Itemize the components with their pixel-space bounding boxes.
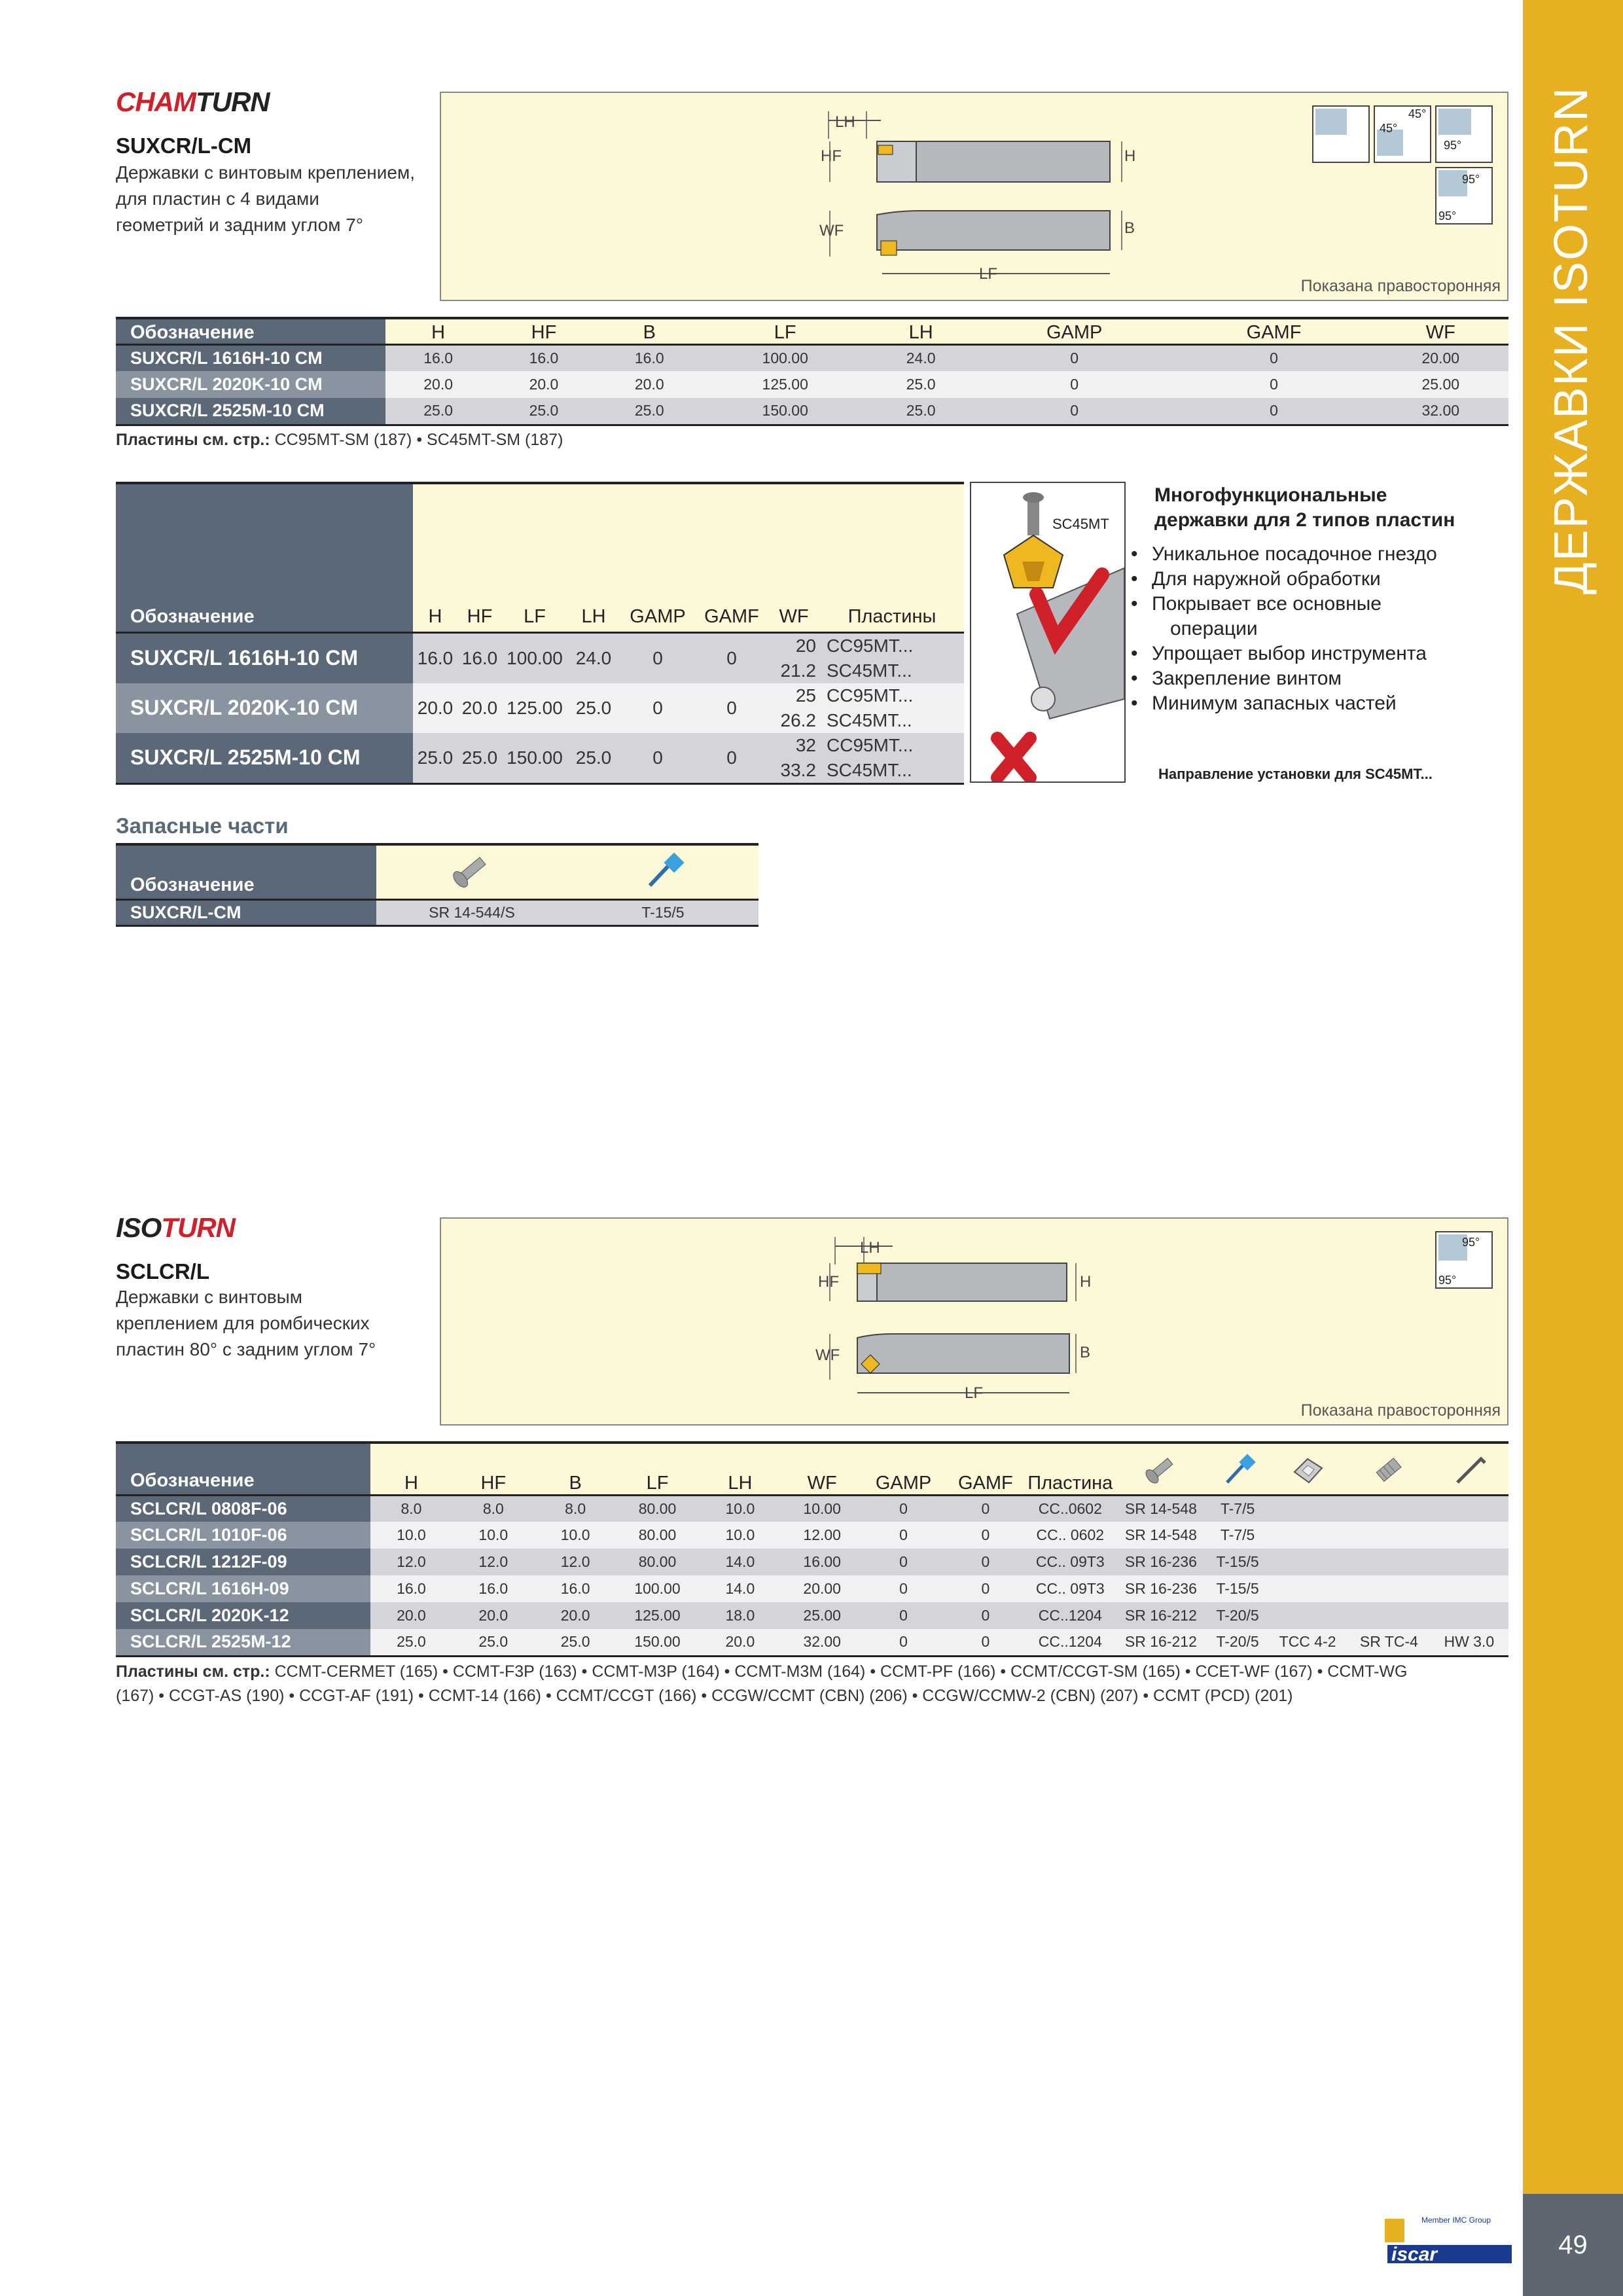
table-row: SUXCR/L 2525M-10 CM 25.0 25.0 150.00 25.0 0 0 32 33.2 CC95MT... SC45MT... bbox=[116, 733, 964, 784]
svg-text:HF: HF bbox=[821, 147, 842, 165]
svg-text:95°: 95° bbox=[1438, 1274, 1457, 1287]
product-code: SCLCR/L bbox=[116, 1259, 209, 1283]
svg-text:H: H bbox=[1080, 1273, 1092, 1291]
shown-label: Показана правосторонняя bbox=[1300, 277, 1501, 295]
list-item: • Упрощает выбор инструмента bbox=[1131, 641, 1437, 666]
table-row: SUXCR/L 1616H-10 CM 16.0 16.0 16.0 100.00 24.0 0 0 20.00 bbox=[116, 344, 1508, 371]
svg-text:45°: 45° bbox=[1408, 107, 1427, 120]
table-row: SCLCR/L 1616H-09 16.0 16.0 16.0 100.00 14.0 20.00 0 0 CC.. 09T3 SR 16-236 T-15/5 bbox=[116, 1575, 1508, 1602]
svg-text:45°: 45° bbox=[1380, 122, 1398, 135]
hex-key-icon bbox=[1430, 1443, 1508, 1495]
table-row: SUXCR/L 1616H-10 CM 16.0 16.0 100.00 24.0 0 0 20 21.2 CC95MT... SC45MT... bbox=[116, 632, 964, 683]
table-row: SCLCR/L 0808F-06 8.0 8.0 8.0 80.00 10.0 10.00 0 0 CC..0602 SR 14-548 T-7/5 bbox=[116, 1495, 1508, 1522]
sc45mt-label: SC45MT bbox=[1052, 516, 1109, 532]
svg-text:95°: 95° bbox=[1462, 173, 1480, 186]
application-thumbnails bbox=[1436, 1232, 1492, 1288]
holder-drawing bbox=[441, 1219, 1510, 1427]
list-item: • Покрывает все основные bbox=[1131, 592, 1437, 617]
sclcr-table: Обозначение H HF B LF LH WF GAMP GAMF Пластина SCLCR/L 0808F-06 8.0 8.0 8.0 80.00 10.0 10.00 0 0 CC..0602 SR 14-548 T-7/5 SCLCR/L 1010F-06 10.0 10.0 10.0 80.00 10.0 12.00 0 0 CC.. 0602 SR 14-548 T-7/5 SCLCR/L 1212F-09 12.0 12.0 12.0 80.00 14.0 16.00 0 0 CC.. 09T3 SR 16-236 T-15/5 SCLCR/L 1616H-09 16.0 16.0 16.0 100.00 14.0 20.00 0 0 CC.. 09T3 SR 16-236 T-15/5 SCLCR/L 2020K-12 20.0 20.0 20.0 125.00 18.0 25.00 0 0 CC..1204 SR 16-212 T-20/5 SCLCR/L 2525M-12 25.0 25.0 25.0 150.00 20.0 32.00 0 0 CC..1204 SR 16-212 T-20/5 TCC 4-2 SR TC-4 HW 3.0 bbox=[116, 1441, 1508, 1657]
feature-list bbox=[1131, 542, 1437, 716]
multi-title: Многофункциональные державки для 2 типов пластин bbox=[1154, 484, 1455, 531]
svg-text:95°: 95° bbox=[1444, 139, 1462, 152]
svg-text:H: H bbox=[1124, 147, 1136, 165]
application-thumbnails bbox=[1313, 106, 1492, 224]
table-row: SUXCR/L 2020K-10 CM 20.0 20.0 125.00 25.0 0 0 25 26.2 CC95MT... SC45MT... bbox=[116, 683, 964, 733]
table-row: SCLCR/L 2525M-12 25.0 25.0 25.0 150.00 20.0 32.00 0 0 CC..1204 SR 16-212 T-20/5 TCC 4-2 SR TC-4 HW 3.0 bbox=[116, 1629, 1508, 1656]
page-number: 49 bbox=[1523, 2194, 1623, 2296]
list-item: • Закрепление винтом bbox=[1131, 666, 1437, 691]
table-row: SCLCR/L 1212F-09 12.0 12.0 12.0 80.00 14.0 16.00 0 0 CC.. 09T3 SR 16-236 T-15/5 bbox=[116, 1549, 1508, 1575]
brand-logo bbox=[1385, 2214, 1516, 2266]
product-code: SUXCR/L-CM bbox=[116, 134, 252, 158]
list-item: • Уникальное посадочное гнездо bbox=[1131, 542, 1437, 567]
shim-icon bbox=[1267, 1443, 1348, 1495]
header-designation: Обозначение bbox=[116, 318, 385, 344]
svg-text:B: B bbox=[1080, 1344, 1091, 1361]
member-text: Member IMC Group bbox=[1421, 2215, 1491, 2225]
table-row: SCLCR/L 2020K-12 20.0 20.0 20.0 125.00 18.0 25.00 0 0 CC..1204 SR 16-212 T-20/5 bbox=[116, 1602, 1508, 1629]
inserts-note: Пластины см. стр.: CCMT-CERMET (165) • CCMT-F3P (163) • CCMT-M3P (164) • CCMT-M3M (164) • CCMT-PF (166) • CCMT/CCGT-SM (165) • CCET-WF (167) • CCMT-WG (167) • CCGT-AS (190) • CCGT-AF (191) • CCMT-14 (166) • CCMT/CCGT (166) • CCGW/CCMT (CBN) (206) • CCGW/CCMW-2 (CBN) (207) • CCMT (PCD) (201) bbox=[116, 1662, 1408, 1705]
svg-text:95°: 95° bbox=[1438, 209, 1457, 223]
svg-text:B: B bbox=[1124, 219, 1135, 237]
table-row: SUXCR/L-CM SR 14-544/S T-15/5 bbox=[116, 899, 758, 925]
spare-parts-table: Обозначение SUXCR/L-CM SR 14-544/S T-15/5 bbox=[116, 843, 758, 927]
insert-orientation-image bbox=[970, 482, 1126, 783]
svg-text:95°: 95° bbox=[1462, 1236, 1480, 1249]
list-item: • Минимум запасных частей bbox=[1131, 691, 1437, 716]
spare-parts-title: Запасные части bbox=[116, 814, 289, 838]
drawing-panel bbox=[440, 92, 1508, 301]
svg-text:HF: HF bbox=[818, 1273, 839, 1291]
screw-icon bbox=[1114, 1443, 1209, 1495]
drawing-panel bbox=[440, 1217, 1508, 1426]
svg-text:WF: WF bbox=[819, 222, 844, 240]
screw-icon bbox=[376, 844, 567, 899]
holder-drawing bbox=[441, 93, 1510, 302]
shim-screw-icon bbox=[1348, 1443, 1429, 1495]
table-row: SUXCR/L 2020K-10 CM 20.0 20.0 20.0 125.00 25.0 0 0 25.00 bbox=[116, 371, 1508, 398]
chamturn-logo: CHAMTURN bbox=[116, 86, 270, 117]
svg-text:LF: LF bbox=[979, 265, 998, 283]
table-row: SUXCR/L 2525M-10 CM 25.0 25.0 25.0 150.00 25.0 0 0 32.00 bbox=[116, 398, 1508, 425]
svg-text:LH: LH bbox=[835, 113, 855, 131]
svg-text:LF: LF bbox=[965, 1384, 984, 1402]
svg-text:LH: LH bbox=[860, 1239, 880, 1257]
inserts-note: Пластины см. стр.: CC95MT-SM (187) • SC45MT-SM (187) bbox=[116, 431, 563, 449]
sidebar-title: ДЕРЖАВКИ ISOTURN bbox=[1545, 86, 1598, 595]
shown-label: Показана правосторонняя bbox=[1300, 1401, 1501, 1420]
key-icon bbox=[567, 844, 758, 899]
product-description: Державки с винтовым креплением для ромбических пластин 80° с задним углом 7° bbox=[116, 1287, 376, 1359]
svg-text:WF: WF bbox=[815, 1346, 840, 1364]
install-note: Направление установки для SC45MT... bbox=[1158, 766, 1433, 782]
list-item: • Для наружной обработки bbox=[1131, 567, 1437, 592]
product-description: Державки с винтовым креплением, для пластин с 4 видами геометрий и задним углом 7° bbox=[116, 162, 415, 235]
isoturn-logo: ISOTURN bbox=[116, 1212, 236, 1243]
logo-text: iscar bbox=[1391, 2244, 1438, 2265]
key-icon bbox=[1208, 1443, 1267, 1495]
multi-insert-table: Обозначение H HF LF LH GAMP GAMF WF Пластины SUXCR/L 1616H-10 CM 16.0 16.0 100.00 24.0 0 0 20 21.2 CC95MT... SC45MT... SUXCR/L 2020K-10 CM 20.0 20.0 125.00 25.0 0 0 25 26.2 CC95MT... SC45MT... SUXCR/L 2525M-10 CM 25.0 25.0 150.00 25.0 0 0 32 33.2 CC95MT... SC45MT... bbox=[116, 482, 964, 785]
list-item-continuation: операции bbox=[1170, 618, 1258, 639]
table-row: SCLCR/L 1010F-06 10.0 10.0 10.0 80.00 10.0 12.00 0 0 CC.. 0602 SR 14-548 T-7/5 bbox=[116, 1522, 1508, 1549]
suxcr-table: Обозначение H HF B LF LH GAMP GAMF WF SUXCR/L 1616H-10 CM 16.0 16.0 16.0 100.00 24.0 0 0 20.00 SUXCR/L 2020K-10 CM 20.0 20.0 20.0 125.00 25.0 0 0 25.00 SUXCR/L 2525M-10 CM 25.0 25.0 25.0 150.00 25.0 0 0 32.00 bbox=[116, 317, 1508, 426]
